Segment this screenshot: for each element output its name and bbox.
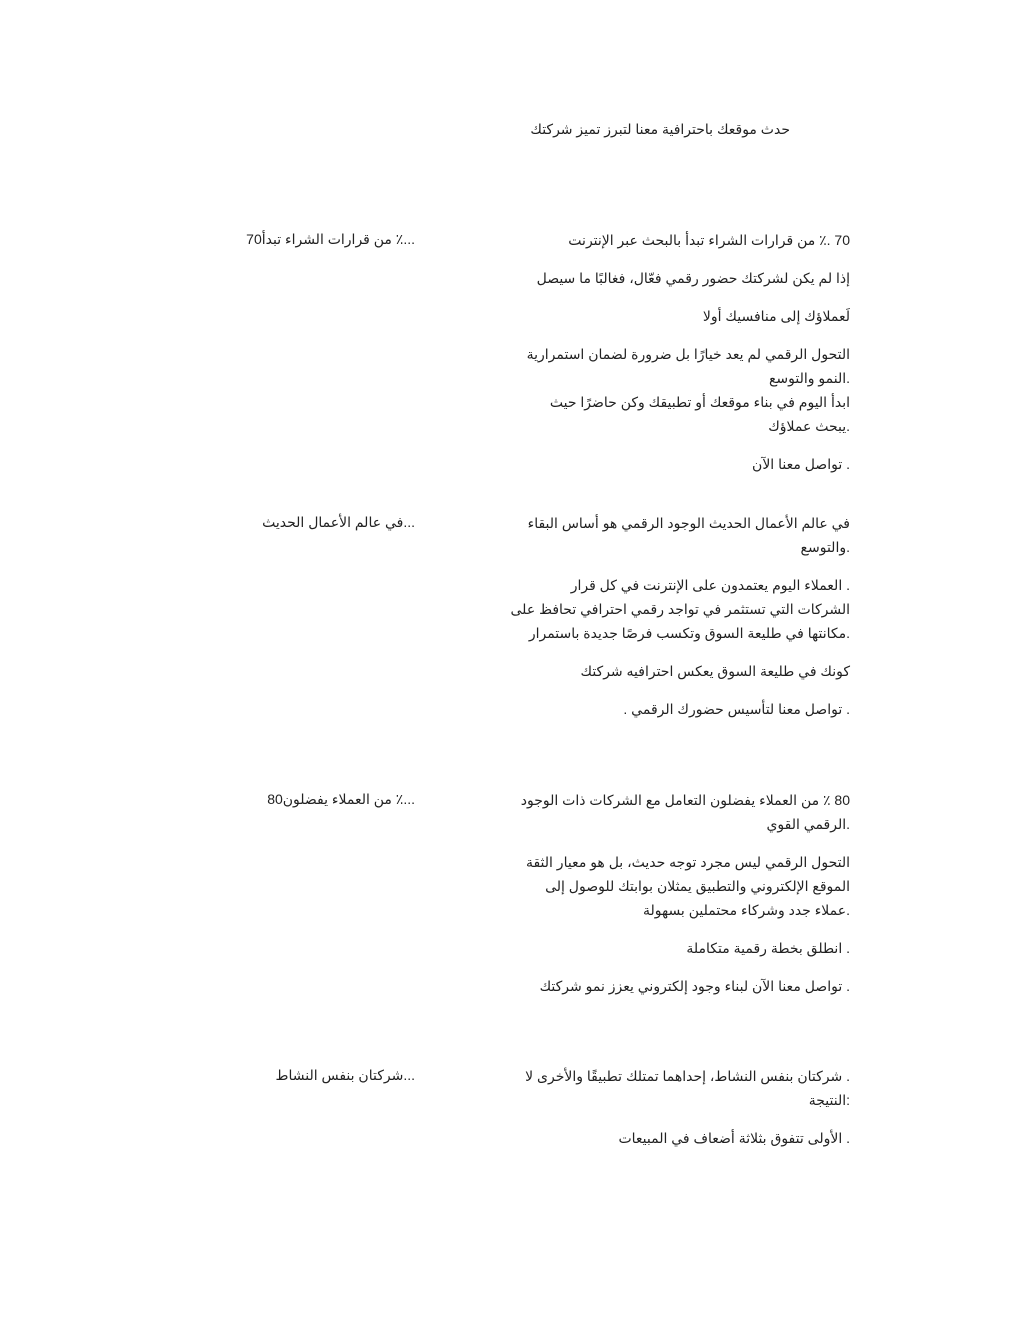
section-label-3: ...٪ من العملاء يفضلون80 [267, 791, 415, 807]
paragraph: التحول الرقمي ليس مجرد توجه حديث، بل هو معيار الثقة الموقع الإلكتروني والتطبيق يمثلان بوابتك للوصول إلى .عملاء جدد وشركاء محتملين بسهولة [525, 854, 850, 918]
section-label-2: ...في عالم الأعمال الحديث [262, 514, 415, 530]
paragraph: . تواصل معنا لتأسيس حضورك الرقمي . [623, 701, 850, 717]
section-body-2 [490, 511, 850, 735]
section-body-4 [490, 1064, 850, 1164]
paragraph: 70 .٪ من قرارات الشراء تبدأ بالبحث عبر الإنترنت [568, 232, 850, 248]
paragraph: التحول الرقمي لم يعد خيارًا بل ضرورة لضمان استمرارية .النمو والتوسع ابدأ اليوم في بناء موقعك أو تطبيقك وكن حاضرًا حيث .يبحث عملاؤك [526, 346, 850, 434]
paragraph: كونك في طليعة السوق يعكس احترافيه شركتك [580, 663, 850, 679]
paragraph: . الأولى تتفوق بثلاثة أضعاف في المبيعات [618, 1130, 850, 1146]
paragraph: . تواصل معنا الآن [752, 456, 850, 472]
section-body-3 [490, 788, 850, 1012]
paragraph: لَعملاؤك إلى منافسيك أولا [702, 308, 850, 324]
paragraph: إذا لم يكن لشركتك حضور رقمي فعّال، فغالبًا ما سيصل [536, 270, 850, 286]
paragraph: . تواصل معنا الآن لبناء وجود إلكتروني يعزز نمو شركتك [539, 978, 850, 994]
paragraph: . العملاء اليوم يعتمدون على الإنترنت في كل قرار الشركات التي تستثمر في تواجد رقمي احترافي تحافظ على .مكانتها في طليعة السوق وتكسب فرصًا جديدة باستمرار [510, 577, 850, 641]
paragraph: . انطلق بخطة رقمية متكاملة [686, 940, 850, 956]
paragraph: . شركتان بنفس النشاط، إحداهما تمتلك تطبيقًا والأخرى لا :النتيجة [525, 1068, 850, 1108]
section-label-1: ...٪ من قرارات الشراء تبدأ70 [246, 231, 415, 247]
paragraph: في عالم الأعمال الحديث الوجود الرقمي هو أساس البقاء .والتوسع [527, 515, 850, 555]
section-body-1 [490, 228, 850, 490]
page-title: حدث موقعك باحترافية معنا لتبرز تميز شركتك [530, 121, 790, 137]
section-label-4: ...شركتان بنفس النشاط [275, 1067, 415, 1083]
paragraph: 80 ٪ من العملاء يفضلون التعامل مع الشركات ذات الوجود .الرقمي القوي [520, 792, 850, 832]
